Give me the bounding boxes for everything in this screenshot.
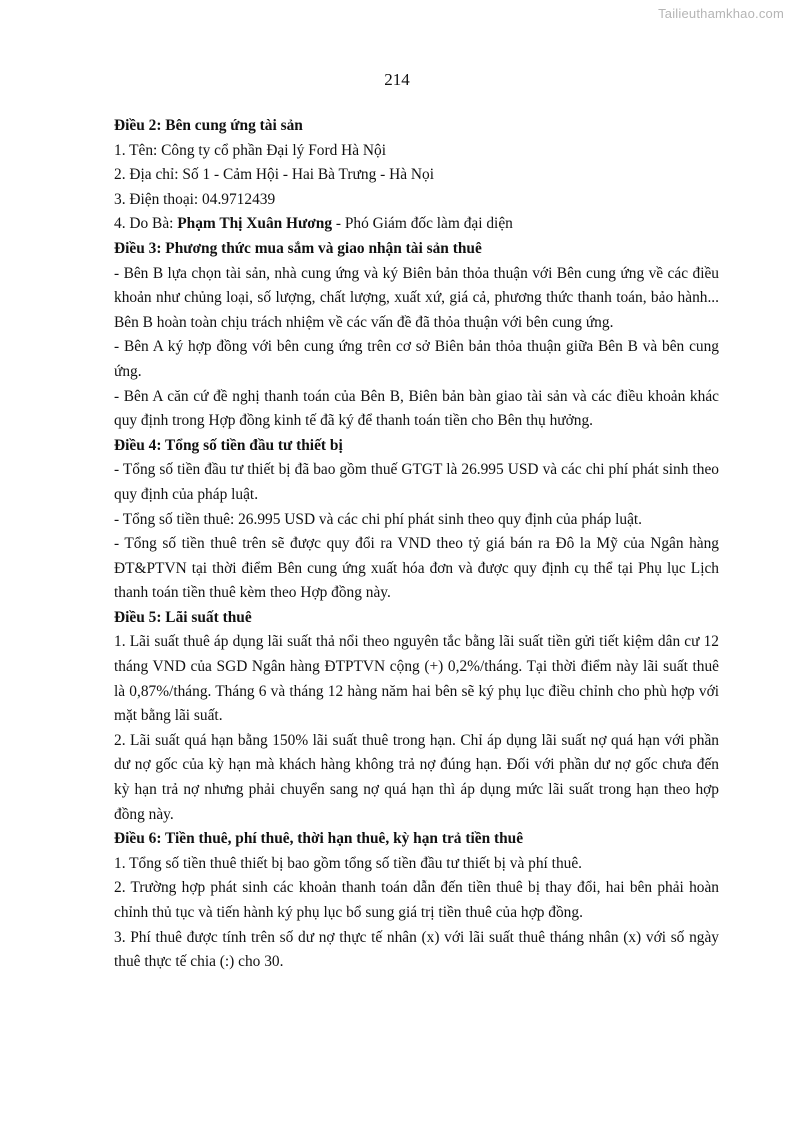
paragraph: - Bên A ký hợp đồng với bên cung ứng trên cơ sở Biên bản thỏa thuận giữa Bên B và bên cung ứng.	[114, 338, 719, 380]
paragraph: 2. Lãi suất quá hạn bằng 150% lãi suất thuê trong hạn. Chỉ áp dụng lãi suất nợ quá hạn với phần dư nợ gốc của kỳ hạn mà khách hàng không trả nợ đúng hạn. Đối với phần dư nợ gốc chưa đến kỳ hạn trả nợ nhưng phải chuyển sang nợ quá hạn thì áp dụng mức lãi suất trong hạn theo hợp đồng này.	[114, 731, 719, 823]
supplier-name: 1. Tên: Công ty cổ phần Đại lý Ford Hà Nội	[114, 141, 387, 159]
paragraph: - Tổng số tiền thuê: 26.995 USD và các chi phí phát sinh theo quy định của pháp luật.	[114, 510, 643, 528]
section-heading-dieu5: Điều 5: Lãi suất thuê	[114, 608, 252, 626]
page-number: 214	[384, 70, 410, 89]
paragraph: 2. Trường hợp phát sinh các khoản thanh toán dẫn đến tiền thuê bị thay đổi, hai bên phải hoàn chỉnh thủ tục và tiến hành ký phụ lục bổ sung giá trị tiền thuê của hợp đồng.	[114, 879, 719, 921]
section-heading-dieu4: Điều 4: Tổng số tiền đầu tư thiết bị	[114, 436, 343, 454]
section-heading-dieu6: Điều 6: Tiền thuê, phí thuê, thời hạn thuê, kỳ hạn trả tiền thuê	[114, 830, 524, 848]
section-heading-dieu2: Điều 2: Bên cung ứng tài sản	[114, 117, 303, 134]
supplier-representative	[114, 212, 719, 237]
paragraph: - Tổng số tiền đầu tư thiết bị đã bao gồm thuế GTGT là 26.995 USD và các chi phí phát sinh theo quy định của pháp luật.	[114, 461, 719, 503]
representative-prefix: 4. Do Bà:	[114, 215, 178, 233]
supplier-phone: 3. Điện thoại: 04.9712439	[114, 190, 276, 208]
paragraph: 3. Phí thuê được tính trên số dư nợ thực tế nhân (x) với lãi suất thuê tháng nhân (x) với số ngày thuê thực tế chia (:) cho 30.	[114, 928, 719, 971]
representative-name: Phạm Thị Xuân Hương	[177, 215, 333, 233]
paragraph: - Bên A căn cứ đề nghị thanh toán của Bên B, Biên bản bàn giao tài sản và các điều khoản khác quy định trong Hợp đồng kinh tế đã ký để thanh toán tiền cho Bên thụ hưởng.	[114, 387, 719, 430]
representative-title: - Phó Giám đốc làm đại diện	[332, 215, 513, 233]
watermark: Tailieuthamkhao.com	[658, 6, 784, 21]
section-heading-dieu3: Điều 3: Phương thức mua sắm và giao nhận tài sản thuê	[114, 239, 482, 257]
paragraph: 1. Lãi suất thuê áp dụng lãi suất thả nổi theo nguyên tắc bằng lãi suất tiền gửi tiết kiệm dân cư 12 tháng VND của SGD Ngân hàng ĐTPTVN cộng (+) 0,2%/tháng. Tại thời điểm này lãi suất thuê là 0,87%/tháng. Tháng 6 và tháng 12 hàng năm hai bên sẽ ký phụ lục điều chỉnh cho phù hợp với mặt bằng lãi suất.	[114, 633, 719, 725]
document-body	[114, 114, 719, 975]
paragraph: - Bên B lựa chọn tài sản, nhà cung ứng và ký Biên bản thỏa thuận với Bên cung ứng về các điều khoản như chủng loại, số lượng, chất lượng, xuất xứ, giá cả, phương thức thanh toán, bảo hành... Bên B hoàn toàn chịu trách nhiệm về các vấn đề đã thỏa thuận với bên cung ứng.	[114, 264, 719, 331]
supplier-address: 2. Địa chỉ: Số 1 - Cảm Hội - Hai Bà Trưng - Hà Nọi	[114, 166, 434, 184]
paragraph: - Tổng số tiền thuê trên sẽ được quy đổi ra VND theo tỷ giá bán ra Đô la Mỹ của Ngân hàng ĐT&PTVN tại thời điểm Bên cung ứng xuất hóa đơn và được quy định cụ thể tại Phụ lục Lịch thanh toán tiền thuê kèm theo Hợp đồng này.	[114, 535, 719, 602]
paragraph: 1. Tổng số tiền thuê thiết bị bao gồm tổng số tiền đầu tư thiết bị và phí thuê.	[114, 854, 583, 872]
